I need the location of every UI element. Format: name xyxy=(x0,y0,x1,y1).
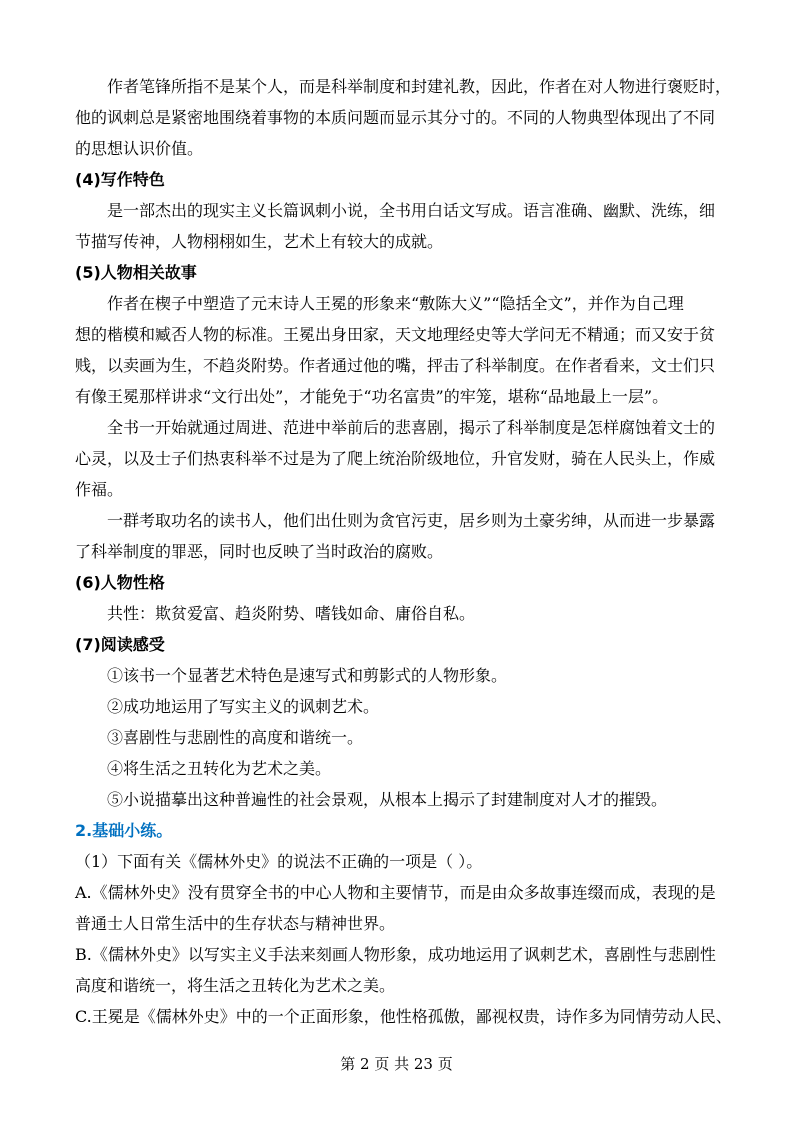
paragraph-stories-a-line: 作者在楔子中塑造了元末诗人王冕的形象来“敷陈大义”“隐括全文”，并作为自己理 xyxy=(107,294,684,313)
question-1-stem: （1）下面有关《儒林外史》的说法不正确的一项是（ ）。 xyxy=(75,852,483,871)
option-a-line: A.《儒林外史》没有贯穿全书的中心人物和主要情节，而是由众多故事连缀而成，表现的是 xyxy=(75,883,716,902)
page-footer: 第 2 页 共 23 页 xyxy=(340,1055,453,1073)
heading-character-traits: (6)人物性格 xyxy=(75,573,165,592)
reflection-item: ⑤小说描摹出这种普遍性的社会景观，从根本上揭示了封建制度对人才的摧毁。 xyxy=(107,790,668,809)
paragraph-stories-c-line: 了科举制度的罪恶，同时也反映了当时政治的腐败。 xyxy=(75,542,444,561)
paragraph-stories-b-line: 作福。 xyxy=(75,480,124,499)
paragraph-writing-features-line: 是一部杰出的现实主义长篇讽刺小说，全书用白话文写成。语言准确、幽默、洗练，细 xyxy=(107,201,716,220)
reflection-item: ③喜剧性与悲剧性的高度和谐统一。 xyxy=(107,728,364,747)
paragraph-intro-line: 的思想认识价值。 xyxy=(75,139,204,158)
paragraph-character-traits: 共性：欺贫爱富、趋炎附势、嗜钱如命、庸俗自私。 xyxy=(107,604,476,623)
reflection-item: ④将生活之丑转化为艺术之美。 xyxy=(107,759,332,778)
heading-reading-reflection: (7)阅读感受 xyxy=(75,635,165,654)
heading-writing-features: (4)写作特色 xyxy=(75,170,165,189)
paragraph-writing-features-line: 节描写传神，人物栩栩如生，艺术上有较大的成就。 xyxy=(75,232,444,251)
paragraph-stories-b-line: 全书一开始就通过周进、范进中举前后的悲喜剧，揭示了科举制度是怎样腐蚀着文士的 xyxy=(107,418,716,437)
paragraph-intro-line: 他的讽刺总是紧密地围绕着事物的本质问题而显示其分寸的。不同的人物典型体现出了不同 xyxy=(75,108,716,127)
option-b-line: B.《儒林外史》以写实主义手法来刻画人物形象，成功地运用了讽刺艺术，喜剧性与悲剧性 xyxy=(75,945,716,964)
section-heading-basic-practice: 2.基础小练。 xyxy=(75,821,173,840)
paragraph-stories-b-line: 心灵，以及士子们热衷科举不过是为了爬上统治阶级地位，升官发财，骑在人民头上，作威 xyxy=(75,449,716,468)
paragraph-stories-a-line: 贱，以卖画为生，不趋炎附势。作者通过他的嘴，抨击了科举制度。在作者看来，文士们只 xyxy=(75,356,716,375)
option-b-line: 高度和谐统一，将生活之丑转化为艺术之美。 xyxy=(75,976,396,995)
reflection-item: ①该书一个显著艺术特色是速写式和剪影式的人物形象。 xyxy=(107,666,508,685)
paragraph-stories-a-line: 想的楷模和臧否人物的标准。王冕出身田家，天文地理经史等大学问无不精通；而又安于贫 xyxy=(75,325,716,344)
reflection-item: ②成功地运用了写实主义的讽刺艺术。 xyxy=(107,697,380,716)
option-a-line: 普通士人日常生活中的生存状态与精神世界。 xyxy=(75,914,396,933)
option-c-line: C.王冕是《儒林外史》中的一个正面形象，他性格孤傲，鄙视权贵，诗作多为同情劳动人民、 xyxy=(75,1007,732,1026)
paragraph-intro-line: 作者笔锋所指不是某个人，而是科举制度和封建礼教，因此，作者在对人物进行褒贬时， xyxy=(107,77,732,96)
paragraph-stories-a-line: 有像王冕那样讲求“文行出处”，才能免于“功名富贵”的牢笼，堪称“品地最上一层”。 xyxy=(75,387,669,406)
heading-character-stories: (5)人物相关故事 xyxy=(75,263,197,282)
paragraph-stories-c-line: 一群考取功名的读书人，他们出仕则为贪官污吏，居乡则为土豪劣绅，从而进一步暴露 xyxy=(107,511,716,530)
